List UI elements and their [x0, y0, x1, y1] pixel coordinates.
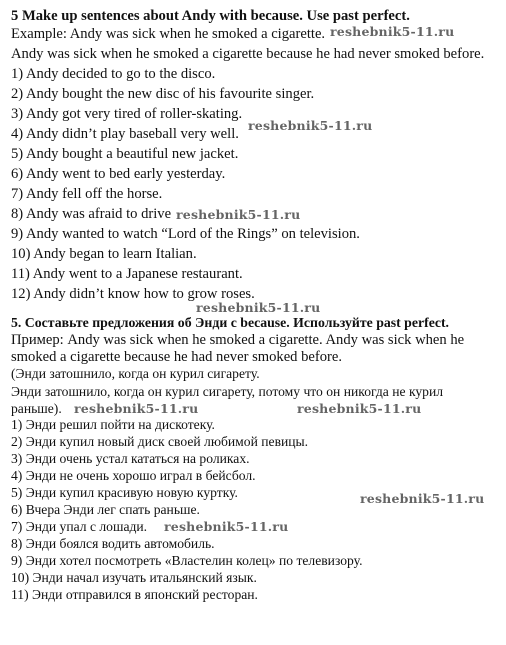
- list-item: 6) Вчера Энди лег спать раньше.: [11, 502, 200, 517]
- list-item: 1) Andy decided to go to the disco.: [11, 66, 216, 82]
- list-item: 3) Andy got very tired of roller-skating.: [11, 106, 243, 122]
- translation-line: Энди затошнило, когда он курил сигарету, потому что он никогда не курил: [11, 384, 444, 399]
- list-item: 11) Andy went to a Japanese restaurant.: [11, 266, 243, 282]
- list-item: 10) Andy began to learn Italian.: [11, 246, 197, 262]
- watermark: reshebnik5-11.ru: [196, 300, 321, 315]
- exercise-heading-ru: 5. Составьте предложения об Энди с because. Используйте past perfect.: [11, 315, 449, 330]
- list-item: 9) Энди хотел посмотреть «Властелин колец» по телевизору.: [11, 553, 363, 568]
- list-item: 6) Andy went to bed early yesterday.: [11, 166, 226, 182]
- watermark: reshebnik5-11.ru: [164, 519, 289, 534]
- translation-line: (Энди затошнило, когда он курил сигарету.: [11, 366, 260, 381]
- list-item: 8) Энди боялся водить автомобиль.: [11, 536, 215, 551]
- list-item: 5) Энди купил красивую новую куртку.: [11, 485, 238, 500]
- list-item: 11) Энди отправился в японский ресторан.: [11, 587, 258, 602]
- list-item: 1) Энди решил пойти на дискотеку.: [11, 417, 215, 432]
- list-item: 2) Энди купил новый диск своей любимой певицы.: [11, 434, 309, 449]
- example-answer: Andy was sick when he smoked a cigarette because he had never smoked before.: [11, 46, 485, 62]
- exercise-heading-en: 5 Make up sentences about Andy with because. Use past perfect.: [11, 8, 410, 24]
- watermark: reshebnik5-11.ru: [74, 401, 199, 416]
- translation-line: раньше).: [11, 401, 62, 416]
- list-item: 7) Энди упал с лошади.: [11, 519, 148, 534]
- list-item: 9) Andy wanted to watch “Lord of the Rings” on television.: [11, 226, 360, 242]
- list-item: 3) Энди очень устал кататься на роликах.: [11, 451, 250, 466]
- list-item: 12) Andy didn’t know how to grow roses.: [11, 286, 255, 302]
- watermark: reshebnik5-11.ru: [330, 24, 455, 39]
- watermark: reshebnik5-11.ru: [176, 207, 301, 222]
- watermark: reshebnik5-11.ru: [360, 491, 485, 506]
- list-item: 4) Энди не очень хорошо играл в бейсбол.: [11, 468, 256, 483]
- list-item: 2) Andy bought the new disc of his favourite singer.: [11, 86, 315, 102]
- list-item: 4) Andy didn’t play baseball very well.: [11, 126, 239, 142]
- example-line: Пример: Andy was sick when he smoked a cigarette. Andy was sick when he: [11, 332, 465, 348]
- list-item: 7) Andy fell off the horse.: [11, 186, 163, 202]
- watermark: reshebnik5-11.ru: [248, 118, 373, 133]
- list-item: 10) Энди начал изучать итальянский язык.: [11, 570, 257, 585]
- example-line: Example: Andy was sick when he smoked a cigarette.: [11, 26, 326, 42]
- list-item: 5) Andy bought a beautiful new jacket.: [11, 146, 239, 162]
- example-line: smoked a cigarette because he had never smoked before.: [11, 349, 343, 365]
- watermark: reshebnik5-11.ru: [297, 401, 422, 416]
- list-item: 8) Andy was afraid to drive: [11, 206, 172, 222]
